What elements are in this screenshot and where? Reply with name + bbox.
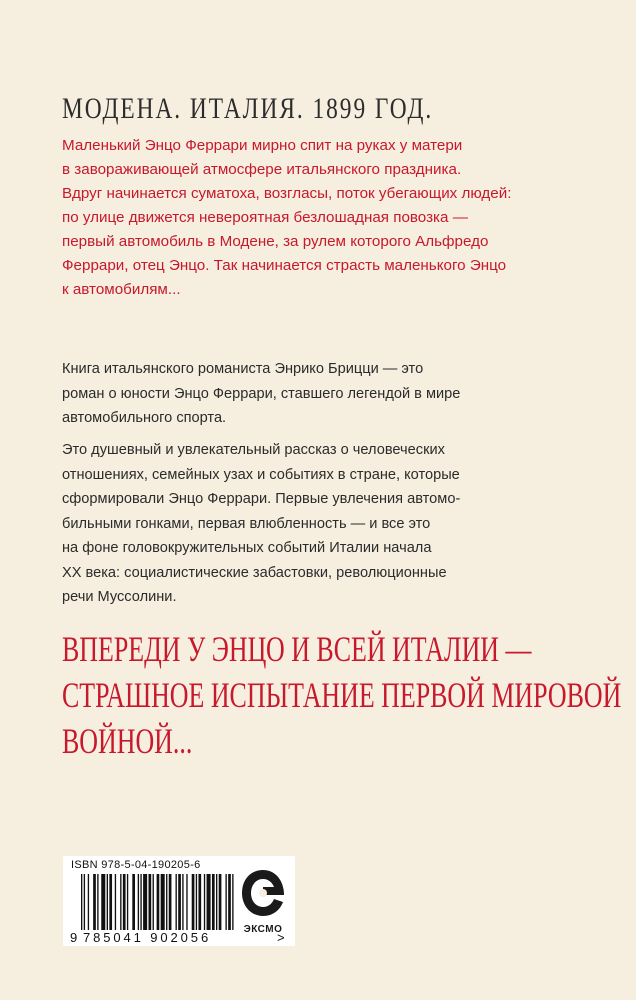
description-paragraph-2: [62, 438, 532, 610]
cover-heading: МОДЕНА. ИТАЛИЯ. 1899 ГОД.: [62, 92, 434, 125]
intro-line: в завораживающей атмосфере итальянского праздника.: [62, 161, 462, 178]
body-line: роман о юности Энцо Феррари, ставшего легендой в мире: [62, 385, 461, 402]
body-line: сформировали Энцо Феррари. Первые увлечения автомо-: [62, 491, 461, 507]
barcode-digits: 785041 902056: [83, 930, 212, 945]
barcode-bar: [178, 874, 181, 930]
body-line: Это душевный и увлекательный рассказ о человеческих: [62, 442, 445, 458]
barcode-bar: [219, 874, 222, 930]
barcode-bar: [120, 874, 121, 930]
isbn-label: ISBN 978-5-04-190205-6: [71, 859, 201, 871]
barcode-bar: [176, 874, 177, 930]
barcode-bar: [88, 874, 89, 930]
barcode-bar: [186, 874, 187, 930]
barcode-bar: [169, 874, 172, 930]
body-line: Книга итальянского романиста Энрико Брицци — это: [62, 361, 424, 377]
barcode-bar: [115, 874, 116, 930]
barcode-bar: [81, 874, 82, 930]
intro-line: по улице движется невероятная безлошадная повозка —: [62, 209, 468, 226]
description-paragraph-1: [62, 357, 532, 431]
barcode-bar: [109, 874, 112, 930]
barcode-bar: [140, 874, 141, 930]
intro-line: Вдруг начинается суматоха, возгласы, поток убегающих людей:: [62, 185, 512, 202]
barcode-bar: [182, 874, 183, 930]
closing-line: ВОЙНОЙ...: [62, 721, 193, 761]
closing-line: СТРАШНОЕ ИСПЫТАНИЕ ПЕРВОЙ МИРОВОЙ: [62, 675, 622, 715]
publisher-logo: [238, 866, 288, 938]
intro-line: Маленький Энцо Феррари мирно спит на руках у матери: [62, 137, 463, 154]
body-line: XX века: социалистические забастовки, революционные: [62, 564, 447, 581]
barcode-bar: [132, 874, 135, 930]
barcode-bar: [101, 874, 105, 930]
publisher-logo-text: ЭКСМО: [243, 924, 283, 935]
barcode-bar: [232, 874, 233, 930]
eksmo-swirl-icon: [238, 866, 288, 922]
barcode-bar: [107, 874, 108, 930]
barcode-bar: [196, 874, 197, 930]
barcode-bar: [84, 874, 85, 930]
barcode-bar: [212, 874, 215, 930]
body-line: на фоне головокружительных событий Италии начала: [62, 540, 432, 556]
body-line: речи Муссолини.: [62, 589, 177, 605]
intro-line: Феррари, отец Энцо. Так начинается страсть маленького Энцо: [62, 257, 507, 274]
barcode-end-mark: >: [277, 930, 285, 945]
barcode-bar: [225, 874, 226, 930]
barcode-bar: [97, 874, 98, 930]
barcode-bar: [138, 874, 139, 930]
barcode-bar: [143, 874, 147, 930]
barcode-bar: [93, 874, 96, 930]
intro-line: первый автомобиль в Модене, за рулем которого Альфредо: [62, 233, 489, 250]
barcode-bar: [192, 874, 195, 930]
body-line: бильными гонками, первая влюбленность — и все это: [62, 515, 431, 532]
barcode-bar: [153, 874, 154, 930]
closing-line: ВПЕРЕДИ У ЭНЦО И ВСЕЙ ИТАЛИИ —: [62, 629, 532, 669]
barcode-bar: [198, 874, 201, 930]
barcode-lead-digit: 9: [70, 930, 78, 945]
body-line: автомобильного спорта.: [62, 410, 227, 426]
barcode-bar: [166, 874, 167, 930]
barcode-bar: [123, 874, 126, 930]
body-line: отношениях, семейных узах и событиях в стране, которые: [62, 466, 460, 483]
intro-line: к автомобилям...: [62, 281, 181, 298]
barcode-bar: [216, 874, 217, 930]
barcode-bar: [207, 874, 211, 930]
intro-paragraph: [62, 134, 532, 302]
barcode-bar: [204, 874, 205, 930]
barcode-bar: [149, 874, 152, 930]
barcode-bar: [157, 874, 160, 930]
barcode-bar: [127, 874, 128, 930]
barcode-bar: [228, 874, 231, 930]
closing-tagline: [62, 626, 621, 764]
barcode-bar: [161, 874, 165, 930]
